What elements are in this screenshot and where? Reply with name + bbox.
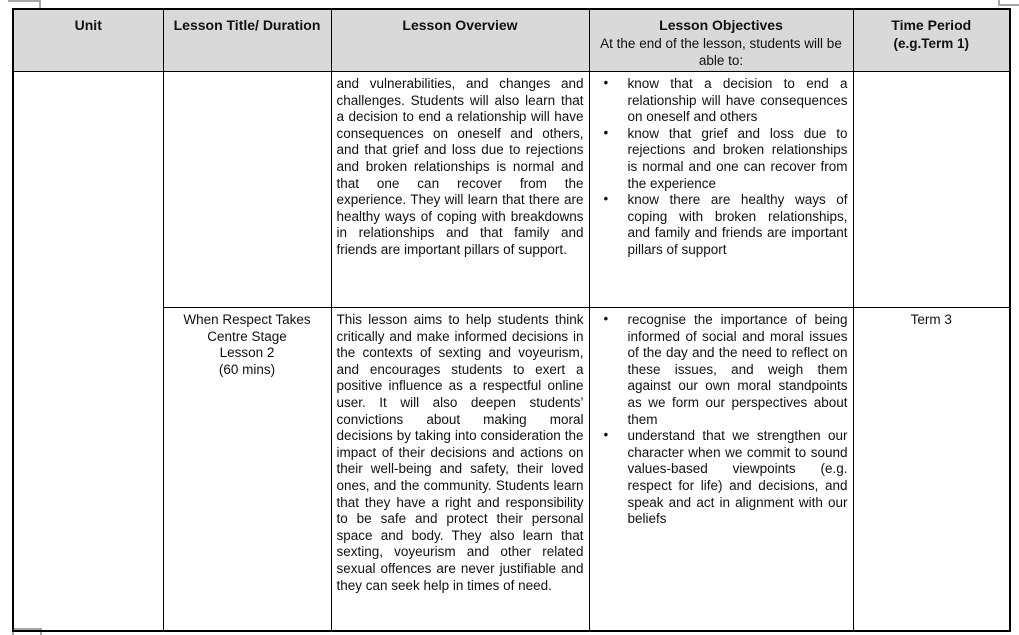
objective-item [595, 76, 848, 126]
objectives-cell-row2 [589, 308, 853, 631]
header-cell-unit [13, 9, 163, 72]
header-cell-objectives [589, 9, 853, 72]
page-fragment-top-right [998, 0, 1019, 6]
header-cell-overview [331, 9, 589, 72]
objectives-list-row2 [595, 310, 848, 528]
objective-text: know that a decision to end a relationship will have consequences on oneself and others [627, 76, 848, 125]
unit-cell-merged [13, 72, 163, 631]
header-label-overview: Lesson Overview [402, 17, 518, 33]
lesson-duration: (60 mins) [218, 361, 276, 377]
lesson-title: When Respect Takes Centre Stage [183, 312, 311, 344]
objective-item [595, 126, 848, 192]
overview-cell-row1 [331, 72, 589, 308]
table-row [13, 308, 1010, 631]
lesson-plan-table [12, 8, 1011, 632]
lesson-number: Lesson 2 [219, 345, 275, 361]
overview-cell-row2 [331, 308, 589, 631]
bullet-icon: • [603, 427, 609, 443]
bullet-icon: • [603, 75, 609, 90]
header-label-unit: Unit [74, 17, 102, 33]
objective-item [595, 428, 848, 528]
bullet-icon: • [603, 124, 609, 140]
bullet-icon: • [603, 311, 609, 326]
header-sub-time-period: (e.g.Term 1) [893, 36, 969, 51]
header-cell-title-duration [163, 9, 331, 72]
objective-item [595, 312, 848, 428]
objectives-cell-row1 [589, 72, 853, 308]
table-header-row [13, 9, 1010, 72]
table-row [13, 72, 1010, 308]
objective-text: know there are healthy ways of coping with broken relationships, and family and friends are important pillars of support [627, 192, 848, 257]
objective-item [595, 192, 848, 258]
objective-text: recognise the importance of being informed of social and moral issues of the day and the need to reflect on these issues, and weigh them against our own moral standpoints as we form our perspectives about them [627, 312, 848, 427]
header-label-title-duration: Lesson Title/ Duration [173, 17, 321, 33]
objective-text: know that grief and loss due to rejections and broken relationships is normal and one can recover from the experience [627, 125, 848, 191]
time-period-cell-row1 [853, 72, 1010, 308]
title-duration-cell-row2 [163, 308, 331, 631]
header-label-time-period: Time Period [891, 17, 972, 33]
overview-text-row2: This lesson aims to help students think critically and make informed decisions in the contexts of sexting and voyeurism, and encourages students to exert a positive influence as a respectful online user. It will also deepen students’ convictions about making moral decisions by taking into consideration the impact of their decisions and actions on their well-being and safety, their loved ones, and the community. Students learn that they have a right and responsibility to be safe and protect their personal space and body. They also learn that sexting, voyeurism and other related sexual offences are never justifiable and they can seek help in times of need. [336, 312, 584, 593]
bullet-icon: • [603, 191, 609, 207]
time-period-value: Term 3 [910, 312, 952, 327]
time-period-cell-row2 [853, 308, 1010, 631]
overview-text-row1: and vulnerabilities, and changes and challenges. Students will also learn that a decision to end a relationship will have consequences on oneself and others, and that grief and loss due to rejections and broken relationships is normal and that one can recover from the experience. They will learn that there are healthy ways of coping with breakdowns in relationships and that family and friends are important pillars of support. [336, 76, 584, 257]
header-cell-time-period [853, 9, 1010, 72]
header-label-objectives: Lesson Objectives [659, 17, 783, 33]
header-sub-objectives: At the end of the lesson, students will be able to: [600, 36, 842, 68]
objectives-list-row1 [595, 74, 848, 259]
title-duration-cell-row1 [163, 72, 331, 308]
objective-text: understand that we strengthen our character when we commit to sound values-based viewpoints (e.g. respect for life) and decisions, and speak and act in alignment with our beliefs [627, 428, 848, 527]
